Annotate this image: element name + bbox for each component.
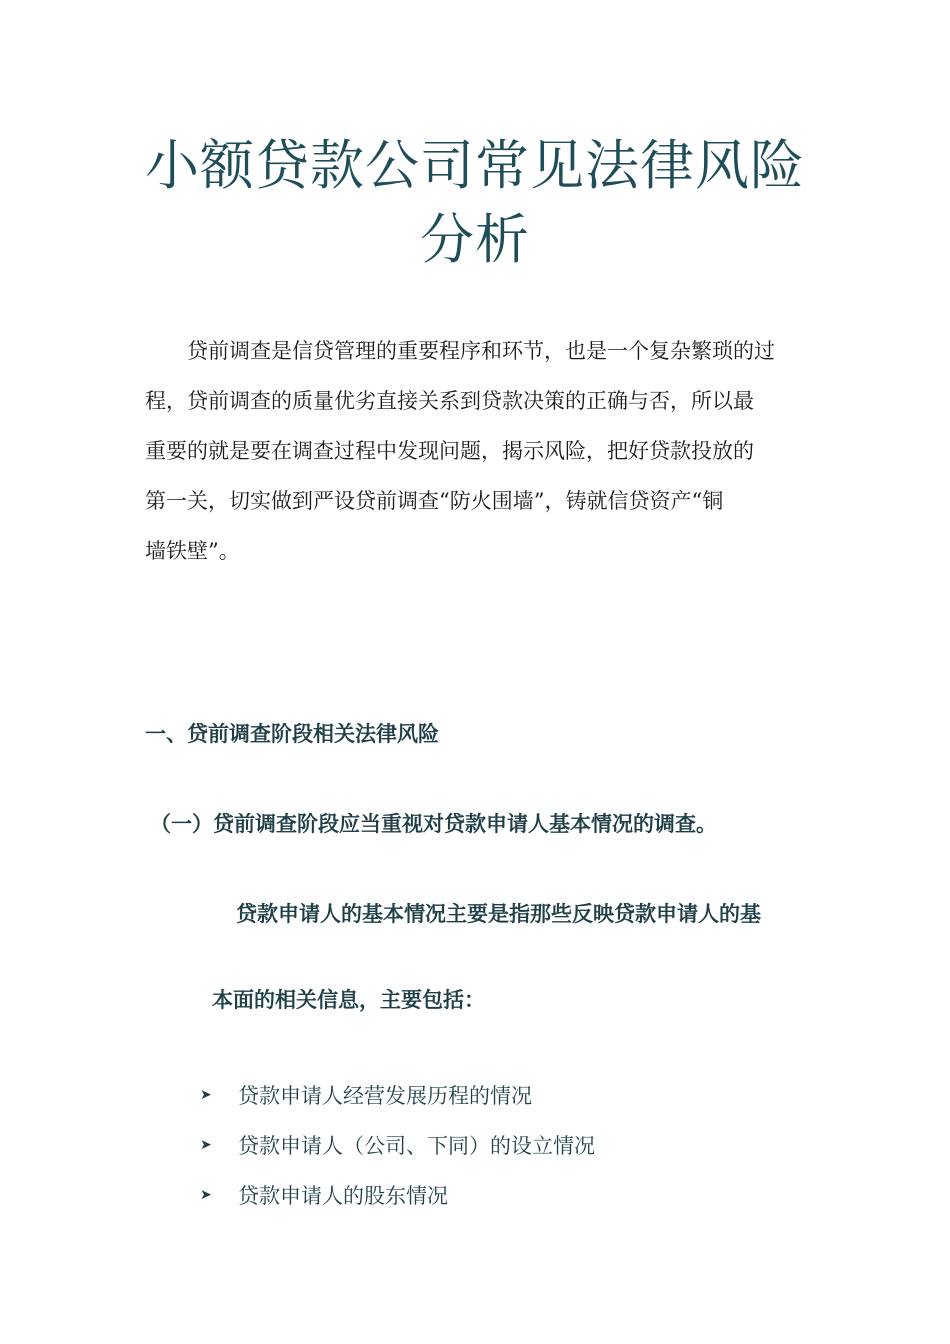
arrow-right-icon: ➤	[200, 1187, 212, 1203]
arrow-right-icon: ➤	[200, 1137, 212, 1153]
list-item	[200, 1120, 595, 1170]
intro-line: 贷前调查是信贷管理的重要程序和环节，也是一个复杂繁琐的过	[145, 339, 775, 363]
list-item-text: 贷款申请人经营发展历程的情况	[238, 1084, 532, 1108]
intro-line: 第一关，切实做到严设贷前调查“防火围墙”，铸就信贷资产“铜	[145, 489, 724, 513]
document-title-line2: 分析	[420, 208, 530, 271]
list-item-text: 贷款申请人（公司、下同）的设立情况	[238, 1134, 595, 1158]
section-heading: 一、贷前调查阶段相关法律风险	[145, 722, 439, 746]
subsection-heading: （一）贷前调查阶段应当重视对贷款申请人基本情况的调查。	[150, 812, 717, 836]
list-item-text: 贷款申请人的股东情况	[238, 1184, 448, 1208]
intro-line: 墙铁壁”。	[145, 539, 240, 563]
intro-line: 重要的就是要在调查过程中发现问题，揭示风险，把好贷款投放的	[145, 439, 754, 463]
arrow-right-icon: ➤	[200, 1087, 212, 1103]
bold-paragraph-line1: 贷款申请人的基本情况主要是指那些反映贷款申请人的基	[236, 902, 761, 926]
bullet-list	[200, 1070, 595, 1220]
intro-line: 程，贷前调查的质量优劣直接关系到贷款决策的正确与否，所以最	[145, 389, 754, 413]
bold-paragraph-line2: 本面的相关信息，主要包括：	[212, 988, 485, 1012]
document-title-line1: 小额贷款公司常见法律风险	[145, 134, 805, 197]
list-item	[200, 1070, 595, 1120]
list-item	[200, 1170, 595, 1220]
